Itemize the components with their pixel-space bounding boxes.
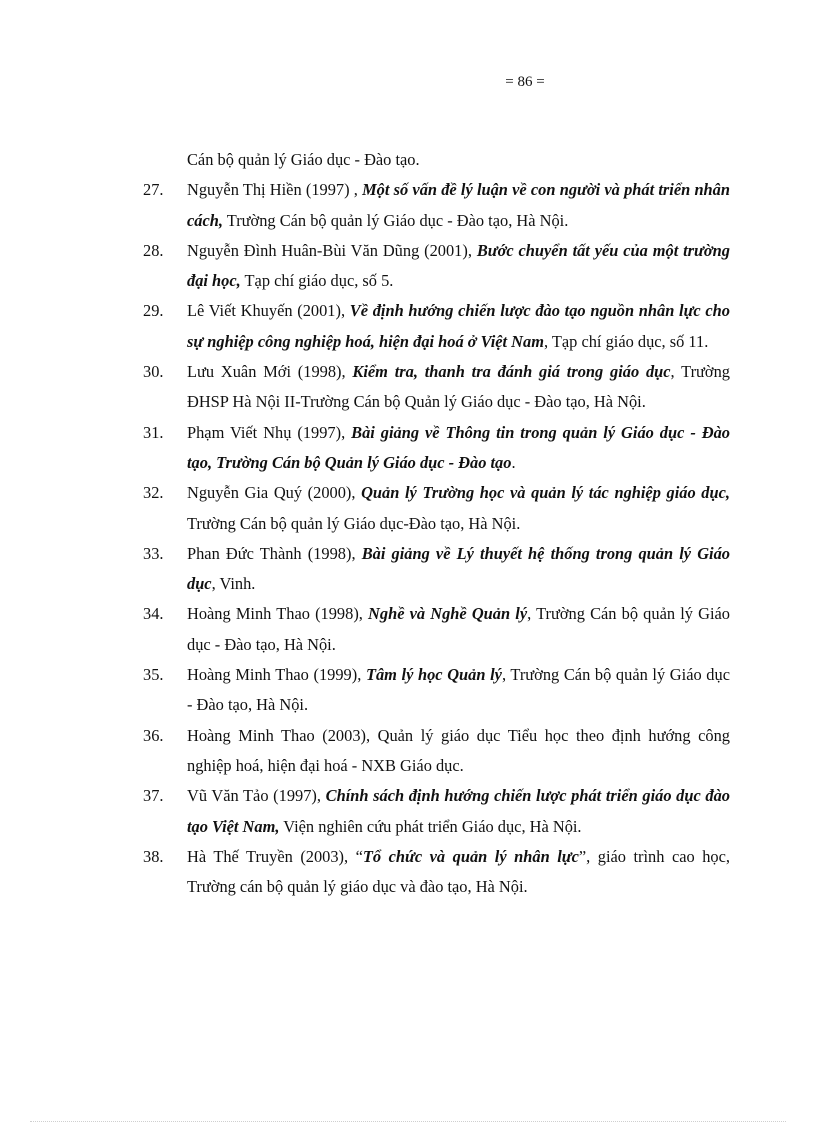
reference-title: Kiểm tra, thanh tra đánh giá trong giáo dục [352,362,671,382]
reference-author: Nguyễn Gia Quý (2000), [187,483,362,503]
reference-author: Phạm Viết Nhụ (1997), [187,422,352,442]
reference-publisher: , Trường Cán bộ quản lý Giáo dục - Đào tạo, Hà Nội. [187,665,730,715]
reference-text [187,604,730,653]
reference-text [187,544,730,593]
reference-item [140,236,730,297]
reference-author: Nguyễn Đình Huân-Bùi Văn Dũng (2001), [187,240,477,260]
reference-publisher: , Tạp chí giáo dục, số 11. [543,331,709,351]
reference-list [140,145,730,902]
reference-title: Bài giảng về Lý thuyết hệ thống trong quản lý Giáo dục [187,543,730,594]
reference-item [140,296,730,357]
reference-text [187,665,730,714]
footer-divider [30,1121,786,1122]
reference-publisher: . [511,452,516,472]
reference-item [140,660,730,721]
reference-title: Nghề và Nghề Quản lý [368,604,528,624]
reference-number: 36. [143,725,164,745]
reference-text [187,423,730,472]
reference-publisher: Trường Cán bộ quản lý Giáo dục - Đào tạo, Hà Nội. [222,210,569,230]
reference-publisher: , Vinh. [211,574,256,594]
reference-text [187,786,730,835]
reference-author: Phan Đức Thành (1998), [187,543,362,563]
reference-text [187,301,730,350]
reference-number: 28. [143,240,164,260]
reference-text [187,847,730,896]
reference-title: Quản lý Trường học và quản lý tác nghiệp giáo dục, [361,483,730,503]
reference-number: 33. [143,543,164,563]
reference-number: 31. [143,422,164,442]
reference-author: Lưu Xuân Mới (1998), [187,362,353,382]
reference-number: 30. [143,362,164,382]
reference-item [140,418,730,479]
reference-item [140,721,730,782]
reference-title: Tâm lý học Quản lý [365,665,502,685]
reference-publisher: ”, giáo trình cao học, Trường cán bộ quản lý giáo dục và đào tạo, Hà Nội. [187,846,730,897]
reference-author: Hoàng Minh Thao (1999), [187,665,366,685]
reference-item [140,175,730,236]
reference-title: Bài giảng về Thông tin trong quản lý Giáo dục - Đào tạo, Trường Cán bộ Quản lý Giáo dục - Đào tạo [187,422,730,472]
reference-publisher: , Trường ĐHSP Hà Nội II-Trường Cán bộ Quản lý Giáo dục - Đào tạo, Hà Nội. [187,362,730,412]
reference-number: 32. [143,483,164,503]
reference-text [187,726,730,775]
reference-item [140,357,730,418]
reference-item [140,539,730,600]
reference-title: Một số vấn đề lý luận về con người và phát triển nhân cách, [187,180,730,230]
reference-author: Vũ Văn Tảo (1997), [187,786,326,806]
reference-author: Nguyễn Thị Hiền (1997) , [187,180,363,200]
reference-publisher: Tạp chí giáo dục, số 5. [240,271,394,291]
reference-number: 38. [143,846,164,866]
reference-author: Hoàng Minh Thao (2003), Quản lý giáo dục Tiểu học theo định hướng công nghiệp hoá, hiện đại hoá - NXB Giáo dục. [187,725,730,775]
page-number: = 86 = [505,74,545,90]
reference-number: 29. [143,301,164,321]
reference-text [187,362,730,411]
reference-number: 37. [143,786,164,806]
reference-item [140,781,730,842]
reference-text [187,180,730,229]
reference-item [140,478,730,539]
reference-author: Hoàng Minh Thao (1998), [187,604,369,624]
reference-title: Chính sách định hướng chiến lược phát triển giáo dục đào tạo Việt Nam, [187,786,731,836]
reference-publisher: Viện nghiên cứu phát triển Giáo dục, Hà Nội. [279,816,582,836]
reference-title: Về định hướng chiến lược đào tạo nguồn nhân lực cho sự nghiệp công nghiệp hoá, hiện đại hoá ở Việt Nam [187,301,730,351]
reference-title: Tổ chức và quản lý nhân lực [362,846,579,866]
reference-number: 34. [143,604,164,624]
reference-number: 27. [143,180,164,200]
reference-publisher: , Trường Cán bộ quản lý Giáo dục - Đào tạo, Hà Nội. [187,604,730,654]
reference-continuation-text: Cán bộ quản lý Giáo dục - Đào tạo. [187,150,420,169]
reference-continuation [140,145,730,175]
reference-author: Lê Viết Khuyến (2001), [187,301,350,321]
reference-item [140,599,730,660]
reference-author: Hà Thế Truyền (2003), “ [187,846,363,866]
reference-publisher: Trường Cán bộ quản lý Giáo dục-Đào tạo, Hà Nội. [187,513,521,533]
reference-number: 35. [143,665,164,685]
reference-title: Bước chuyển tất yếu của một trường đại học, [187,240,730,291]
reference-item [140,842,730,903]
reference-text [187,241,730,290]
reference-text [187,483,730,532]
